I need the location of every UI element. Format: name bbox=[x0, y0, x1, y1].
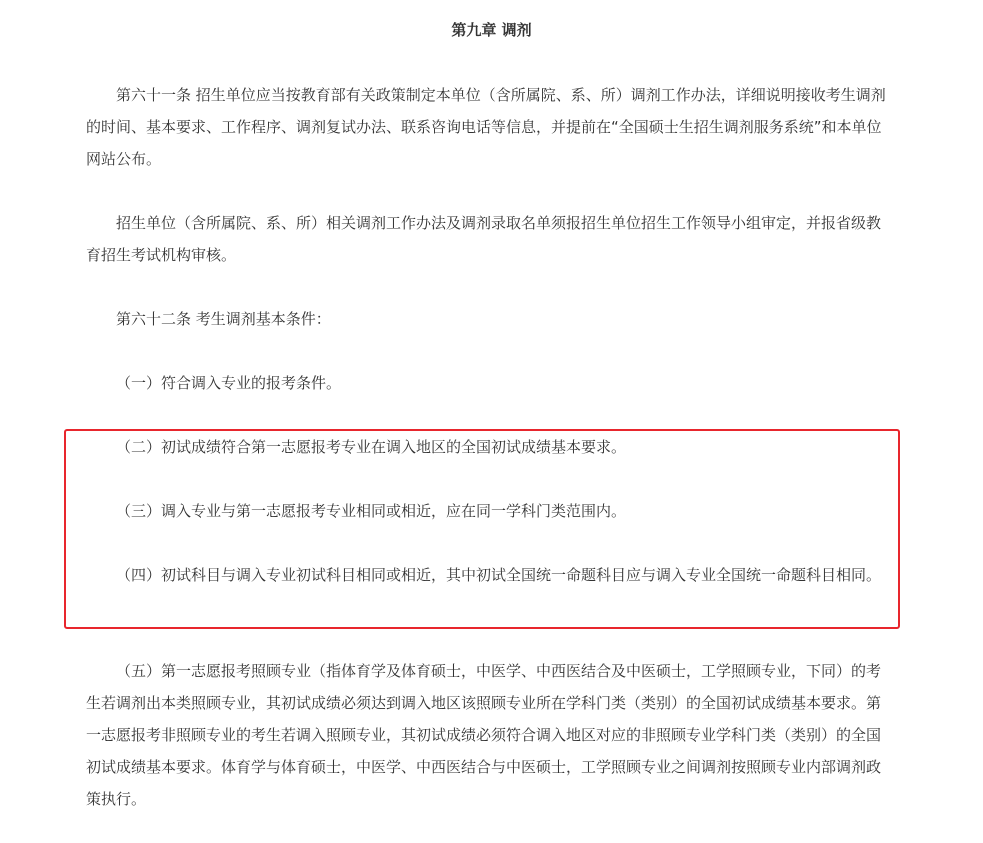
condition-4: （四）初试科目与调入专业初试科目相同或相近，其中初试全国统一命题科目应与调入专业全国统一命题科目相同。 bbox=[116, 566, 882, 584]
article-62-heading: 第六十二条 考生调剂基本条件： bbox=[116, 310, 331, 328]
condition-1: （一）符合调入专业的报考条件。 bbox=[116, 374, 342, 392]
article-61-review-paragraph: 招生单位（含所属院、系、所）相关调剂工作办法及调剂录取名单须报招生单位招生工作领导小组审定，并报省级教育招生考试机构审核。 bbox=[86, 214, 882, 264]
article-61-paragraph: 第六十一条 招生单位应当按教育部有关政策制定本单位（含所属院、系、所）调剂工作办法，详细说明接收考生调剂的时间、基本要求、工作程序、调剂复试办法、联系咨询电话等信息，并提前在“全国硕士生招生调剂服务系统”和本单位网站公布。 bbox=[86, 86, 886, 168]
condition-3: （三）调入专业与第一志愿报考专业相同或相近，应在同一学科门类范围内。 bbox=[116, 502, 627, 520]
chapter-title: 第九章 调剂 bbox=[451, 21, 532, 39]
condition-2: （二）初试成绩符合第一志愿报考专业在调入地区的全国初试成绩基本要求。 bbox=[116, 438, 627, 456]
condition-5: （五）第一志愿报考照顾专业（指体育学及体育硕士，中医学、中西医结合及中医硕士，工学照顾专业，下同）的考生若调剂出本类照顾专业，其初试成绩必须达到调入地区该照顾专业所在学科门类（类别）的全国初试成绩基本要求。第一志愿报考非照顾专业的考生若调入照顾专业，其初试成绩必须符合调入地区对应的非照顾专业学科门类（类别）的全国初试成绩基本要求。体育学与体育硕士，中医学、中西医结合与中医硕士，工学照顾专业之间调剂按照顾专业内部调剂政策执行。 bbox=[86, 662, 882, 808]
